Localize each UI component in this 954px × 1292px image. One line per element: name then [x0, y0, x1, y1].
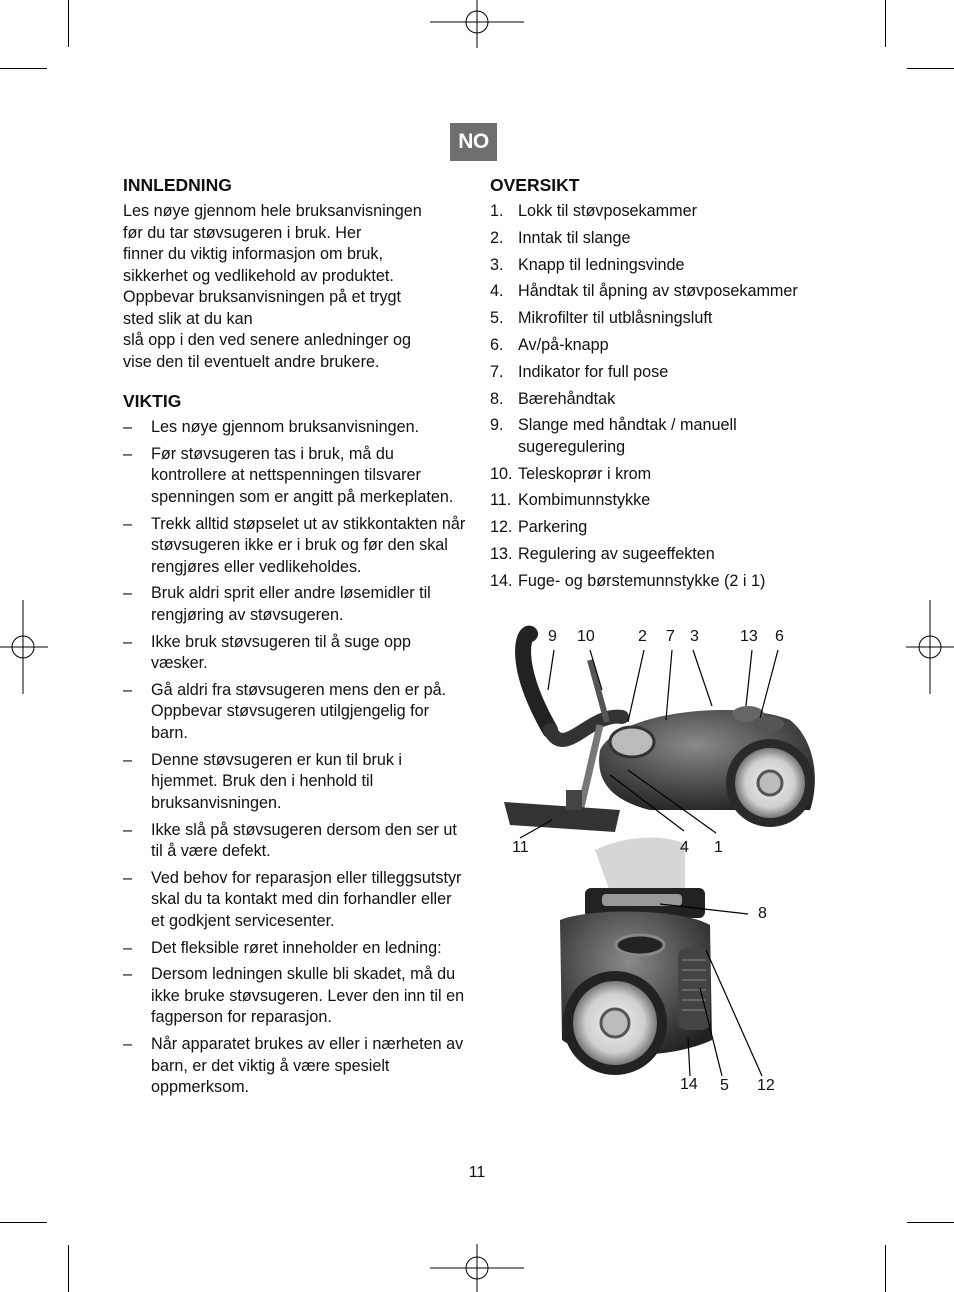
- item-number: 14.: [490, 571, 513, 590]
- crop-mark: [68, 0, 69, 47]
- list-item-text: Indikator for full pose: [518, 362, 669, 381]
- callout-13: 13: [740, 628, 758, 645]
- list-item: [490, 517, 835, 539]
- item-number: 6.: [490, 335, 504, 354]
- intro-heading: INNLEDNING: [123, 175, 232, 195]
- list-item: [490, 281, 835, 303]
- callout-10: 10: [577, 628, 595, 645]
- important-heading: VIKTIG: [123, 391, 182, 411]
- list-item: [123, 750, 468, 815]
- item-number: 10.: [490, 464, 513, 483]
- callout-7: 7: [666, 628, 675, 645]
- list-item: [123, 964, 468, 1029]
- item-number: 13.: [490, 545, 513, 564]
- list-item-text: Kombimunnstykke: [518, 491, 651, 510]
- list-item-text: Parkering: [518, 518, 588, 537]
- bullet-dash: –: [123, 965, 133, 984]
- list-item-text: Bærehåndtak: [518, 389, 616, 408]
- callout-4: 4: [680, 839, 689, 856]
- registration-mark-bottom: [430, 1244, 524, 1292]
- bullet-dash: –: [123, 750, 133, 769]
- callout-9: 9: [548, 628, 557, 645]
- intro-text: Les nøye gjennom hele bruksanvisningen før du tar støvsugeren i bruk. Her finner du viktig informasjon om bruk, sikkerhet og vedlikehold av produktet. Oppbevar bruksanvisningen på et trygt sted slik at du kan slå opp i den ved senere anledninger og vise den til eventuelt andre brukere.: [123, 202, 422, 371]
- registration-mark-left: [0, 600, 48, 694]
- list-item-text: Inntak til slange: [518, 228, 631, 247]
- list-item: [490, 490, 835, 512]
- list-item: [490, 228, 835, 250]
- callout-5: 5: [720, 1077, 729, 1094]
- callout-12: 12: [757, 1077, 775, 1094]
- list-item: [490, 544, 835, 566]
- list-item: [490, 255, 835, 277]
- list-item-text: Dersom ledningen skulle bli skadet, må du ikke bruke støvsugeren. Lever den inn til en fagperson for reparasjon.: [151, 965, 465, 1027]
- bullet-dash: –: [123, 514, 133, 533]
- crop-mark: [68, 1245, 69, 1292]
- crop-mark: [0, 1222, 47, 1223]
- crop-mark: [0, 68, 47, 69]
- list-item: [490, 415, 835, 458]
- list-item-text: Les nøye gjennom bruksanvisningen.: [151, 418, 420, 436]
- list-item: [490, 571, 835, 593]
- list-item: [490, 201, 835, 223]
- bullet-dash: –: [123, 680, 133, 699]
- registration-mark-top: [430, 0, 524, 48]
- list-item-text: Det fleksible røret inneholder en ledning:: [151, 938, 442, 957]
- list-item: [490, 335, 835, 357]
- item-number: 3.: [490, 255, 504, 274]
- list-item-text: Håndtak til åpning av støvposekammer: [518, 282, 798, 301]
- list-item: [123, 820, 468, 863]
- list-item-text: Av/på-knapp: [518, 335, 609, 354]
- list-item-text: Gå aldri fra støvsugeren mens den er på. Oppbevar støvsugeren utilgjengelig for barn.: [151, 680, 447, 742]
- list-item-text: Bruk aldri sprit eller andre løsemidler til rengjøring av støvsugeren.: [151, 584, 431, 624]
- list-item: [123, 680, 468, 745]
- item-number: 4.: [490, 282, 504, 301]
- bullet-dash: –: [123, 418, 133, 436]
- list-item-text: Når apparatet brukes av eller i nærheten av barn, er det viktig å være spesielt oppmerksom.: [151, 1035, 464, 1097]
- list-item: [123, 444, 468, 509]
- callout-2: 2: [638, 628, 647, 645]
- item-number: 11.: [490, 491, 512, 510]
- item-number: 12.: [490, 518, 513, 537]
- list-item: [123, 583, 468, 626]
- item-number: 8.: [490, 389, 504, 408]
- list-item: [123, 514, 468, 579]
- callout-11: 11: [512, 839, 529, 856]
- bullet-dash: –: [123, 444, 133, 463]
- bullet-dash: –: [123, 868, 133, 887]
- crop-mark: [907, 68, 954, 69]
- callout-14: 14: [680, 1076, 698, 1093]
- list-item-text: Lokk til støvposekammer: [518, 202, 698, 220]
- registration-mark-right: [906, 600, 954, 694]
- bullet-dash: –: [123, 584, 133, 603]
- list-item: [123, 417, 468, 439]
- list-item: [123, 632, 468, 675]
- page-number: 11: [468, 1164, 486, 1181]
- callout-3: 3: [690, 628, 699, 645]
- item-number: 2.: [490, 228, 504, 247]
- overview-heading: OVERSIKT: [490, 175, 580, 195]
- list-item-text: Regulering av sugeeffekten: [518, 545, 715, 564]
- item-number: 7.: [490, 362, 504, 381]
- list-item: [123, 1034, 468, 1099]
- list-item-text: Denne støvsugeren er kun til bruk i hjemmet. Bruk den i henhold til bruksanvisningen.: [151, 750, 403, 812]
- callout-6: 6: [775, 628, 784, 645]
- right-column: [490, 175, 835, 598]
- crop-mark: [885, 1245, 886, 1292]
- bullet-dash: –: [123, 820, 133, 839]
- item-number: 1.: [490, 202, 504, 220]
- list-item-text: Mikrofilter til utblåsningsluft: [518, 309, 713, 328]
- list-item: [490, 389, 835, 411]
- item-number: 9.: [490, 416, 504, 435]
- callout-8: 8: [758, 905, 767, 922]
- list-item: [123, 938, 468, 960]
- list-item-text: Slange med håndtak / manuell sugeregulering: [518, 416, 737, 456]
- important-list: [123, 417, 468, 1099]
- left-column: [123, 175, 468, 1104]
- list-item-text: Før støvsugeren tas i bruk, må du kontrollere at nettspenningen tilsvarer spenningen som er angitt på merkeplaten.: [151, 444, 454, 506]
- language-badge: NO: [450, 123, 497, 161]
- list-item: [490, 464, 835, 486]
- crop-mark: [885, 0, 886, 47]
- list-item-text: Ikke slå på støvsugeren dersom den ser ut til å være defekt.: [151, 820, 457, 861]
- list-item: [490, 362, 835, 384]
- list-item-text: Fuge- og børstemunnstykke (2 i 1): [518, 571, 766, 590]
- callout-1: 1: [714, 839, 723, 856]
- item-number: 5.: [490, 309, 504, 328]
- vacuum-illustration: [490, 620, 820, 1100]
- bullet-dash: –: [123, 632, 133, 651]
- crop-mark: [907, 1222, 954, 1223]
- list-item-text: Teleskoprør i krom: [518, 464, 652, 483]
- list-item: [490, 308, 835, 330]
- bullet-dash: –: [123, 938, 133, 957]
- list-item-text: Ikke bruk støvsugeren til å suge opp væsker.: [151, 632, 412, 673]
- list-item: [123, 868, 468, 933]
- list-item-text: Knapp til ledningsvinde: [518, 255, 685, 274]
- list-item-text: Trekk alltid støpselet ut av stikkontakten når støvsugeren ikke er i bruk og før den skal rengjøres eller vedlikeholdes.: [151, 514, 466, 576]
- bullet-dash: –: [123, 1035, 133, 1054]
- list-item-text: Ved behov for reparasjon eller tilleggsutstyr skal du ta kontakt med din forhandler eller et godkjent servicesenter.: [151, 868, 462, 930]
- vacuum-figure: [490, 620, 820, 1100]
- overview-list: [490, 201, 835, 592]
